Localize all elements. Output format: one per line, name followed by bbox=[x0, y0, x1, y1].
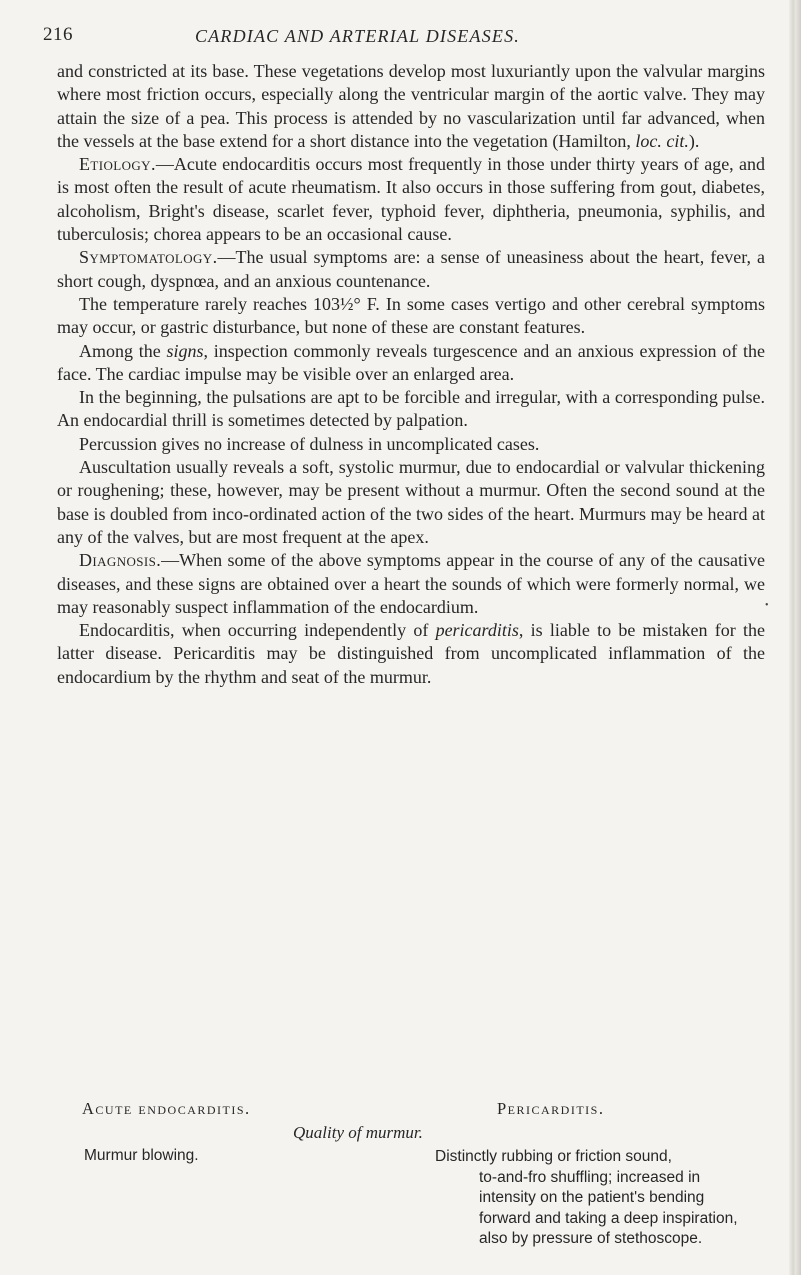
emphasis-pericarditis: pericarditis bbox=[435, 620, 519, 641]
citation: loc. cit. bbox=[635, 130, 689, 151]
paragraph-percussion: Percussion gives no increase of dulness in uncomplicated cases. bbox=[79, 433, 540, 454]
cell-endocarditis-murmur: Murmur blowing. bbox=[84, 1147, 199, 1164]
cell-pericarditis-murmur: Distinctly rubbing or friction sound, to-and-fro shuffling; increased in intensity on the patient's bending forward and taking a deep inspiration, also by pressure of stethoscope. bbox=[435, 1148, 738, 1247]
column-head-pericarditis: Pericarditis. bbox=[497, 1099, 605, 1118]
paragraph-auscultation: Auscultation usually reveals a soft, systolic murmur, due to endocardial or valvular thickening or roughening; these, however, may be present without a murmur. Often the second sound at the base is doubled from inco-ordinated action of the two sides of the heart. Murmurs may be heard at any of the valves, but are most frequent at the apex. bbox=[57, 457, 765, 547]
paragraph-etiology: Etiology.—Acute endocarditis occurs most frequently in those under thirty years of age, and is most often the result of acute rheumatism. It also occurs in those suffering from gout, diabetes, alcoholism, Bright's disease, scarlet fever, typhoid fever, diphtheria, pneumonia, syphilis, and tuberculosis; chorea appears to be an occasional cause. bbox=[57, 154, 765, 245]
paragraph-diagnosis: Diagnosis.—When some of the above symptoms appear in the course of any of the causative diseases, and these signs are obtained over a heart the sounds of which were formerly normal, we may reasonably suspect inflammation of the endocardium. bbox=[57, 550, 765, 617]
paragraph-signs: Among the signs, inspection commonly reveals turgescence and an anxious expression of the face. The cardiac impulse may be visible over an enlarged area. bbox=[57, 340, 765, 384]
section-label-symptomatology: Symptomatology. bbox=[79, 247, 218, 268]
paragraph-temperature: The temperature rarely reaches 103½° F. In some cases vertigo and other cerebral symptoms may occur, or gastric disturbance, but none of these are constant features. bbox=[57, 293, 765, 338]
body-text bbox=[57, 60, 765, 689]
emphasis-signs: signs bbox=[166, 340, 204, 361]
page-number: 216 bbox=[43, 24, 73, 45]
table-headers bbox=[82, 1099, 767, 1123]
section-label-diagnosis: Diagnosis. bbox=[79, 550, 162, 571]
table-subhead: Quality of murmur. bbox=[293, 1123, 423, 1142]
margin-mark: • bbox=[765, 600, 769, 611]
paragraph-symptomatology: Symptomatology.—The usual symptoms are: a sense of uneasiness about the heart, fever, a short cough, dyspnœa, and an anxious countenance. bbox=[57, 247, 765, 291]
section-label-etiology: Etiology. bbox=[79, 154, 156, 175]
page-edge-shadow bbox=[789, 0, 801, 1275]
comparison-table bbox=[82, 1099, 767, 1249]
column-head-acute-endocarditis: Acute endocarditis. bbox=[82, 1099, 251, 1118]
running-title: CARDIAC AND ARTERIAL DISEASES. bbox=[195, 26, 520, 46]
paragraph-pathology-continued: and constricted at its base. These vegetations develop most luxuriantly upon the valvular margins where most friction occurs, especially along the ventricular margin of the aortic valve. They may attain the size of a pea. This process is attended by no vascularization until far advanced, when the vessels at the base extend for a short distance into the vegetation (Hamilton, loc. cit.). bbox=[57, 61, 765, 151]
paragraph-differential: Endocarditis, when occurring independently of pericarditis, is liable to be mistaken for the latter disease. Pericarditis may be distinguished from uncomplicated inflammation of the endocardium by the rhythm and seat of the murmur. bbox=[57, 620, 765, 687]
paragraph-pulsations: In the beginning, the pulsations are apt to be forcible and irregular, with a corresponding pulse. An endocardial thrill is sometimes detected by palpation. bbox=[57, 387, 765, 431]
running-head bbox=[0, 20, 640, 54]
